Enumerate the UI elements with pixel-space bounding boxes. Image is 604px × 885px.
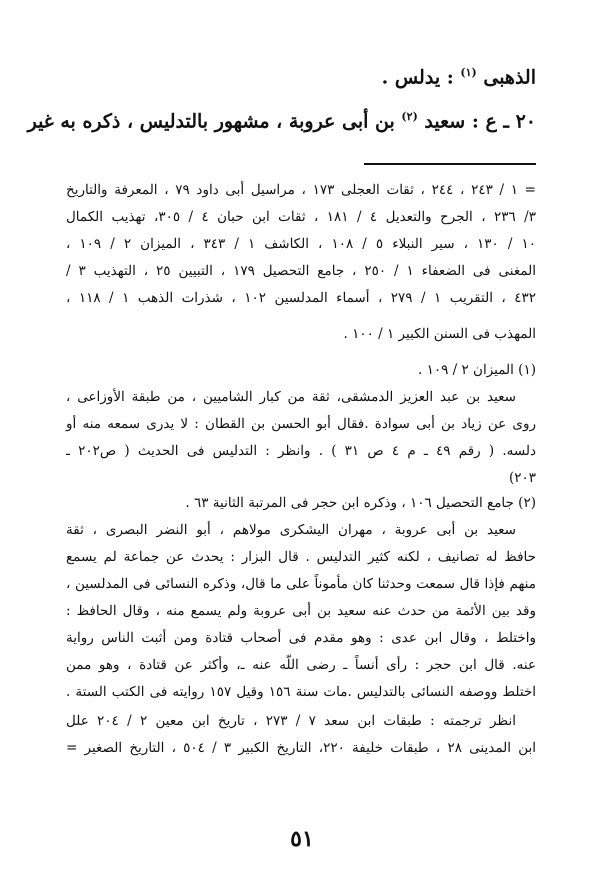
- footnote-1-line: ٢٠٣): [508, 470, 536, 486]
- footnote-ref-2: (٢): [401, 110, 418, 123]
- footnote-continuation-line: المهذب فى السنن الكبير ١ / ١٠٠ .: [343, 326, 536, 342]
- footnote-2-heading: (٢) جامع التحصيل ١٠٦ ، وذكره ابن حجر فى المرتبة الثانية ٦٣ .: [185, 495, 536, 511]
- main-line-2-start: ٢٠ ـ ع : سعيد: [424, 110, 536, 133]
- footnote-2-line: اختلط ووصفه النسائى بالتدليس .مات سنة ١٥٦ وقيل ١٥٧ روايته فى الكتب الستة .: [66, 684, 537, 700]
- main-line-1-start: الذهبى: [483, 66, 536, 89]
- footnote-continuation-line: المغنى فى الضعفاء ١ / ٢٥٠ ، جامع التحصيل ١٧٩ ، التبيين ٢٥ ، التهذيب ٣ /: [66, 263, 537, 279]
- main-line-1-end: : يدلس .: [381, 66, 454, 89]
- footnote-1-line: سعيد بن عبد العزيز الدمشقى، ثقة من كبار الشاميين ، من طبقة الأوزاعى ،: [66, 389, 516, 405]
- footnote-2-line: انظر ترجمته : طبقات ابن سعد ٧ / ٢٧٣ ، تاريخ ابن معين ٢ / ٢٠٤ علل: [66, 713, 516, 729]
- footnote-2-line: واختلط ، وقال ابن عدى : وهو مقدم فى أصحاب قتادة ومن أثبت الناس رواية: [66, 630, 536, 646]
- page-number: ٥١: [290, 826, 314, 852]
- footnote-2-line: ابن المدينى ٢٨ ، طبقات خليفة ٢٢٠، التاريخ الكبير ٣ / ٥٠٤ ، التاريخ الصغير =: [66, 740, 536, 756]
- footnote-1-heading: (١) الميزان ٢ / ١٠٩ .: [417, 362, 536, 378]
- footnote-ref-1: (١): [460, 66, 477, 79]
- footnote-1-line: دلسه. ( رقم ٤٩ ـ م ٤ ص ٣١ ) . وانظر : التدليس فى الحديث ( ص٢٠٢ ـ: [66, 443, 537, 459]
- footnote-2-line: وقد بين الأئمة من حدث عنه سعيد بن أبى عروبة ولم يسمع منه ، وقال الحافظ :: [66, 603, 536, 619]
- footnote-continuation-line: ١٠ / ١٣٠ ، سير النبلاء ٥ / ١٠٨ ، الكاشف ١ / ٣٤٣ ، الميزان ٢ / ١٠٩ ،: [66, 236, 536, 252]
- footnote-2-line: سعيد بن أبى عروبة ، مهران اليشكرى مولاهم ، أبو النضر البصرى ، ثقة: [66, 522, 516, 538]
- main-line-2-end: بن أبى عروبة ، مشهور بالتدليس ، ذكره به غير: [27, 110, 395, 133]
- footnote-continuation-line: ٤٣٢ ، التقريب ١ / ٢٧٩ ، أسماء المدلسين ١٠٢ ، شذرات الذهب ١ / ١١٨ ،: [66, 290, 536, 306]
- footnote-2-line: عنه. قال ابن حجر : رأى أنساً ـ رضى اللّه عنه ـ، وأكثر عن قتادة ، وهو ممن: [66, 657, 536, 673]
- main-text-line-1: [66, 66, 536, 88]
- footnote-divider: [364, 163, 536, 165]
- main-text-line-2: [27, 110, 536, 133]
- footnote-continuation-line: = ١ / ٢٤٣ ، ٢٤٤ ، ثقات العجلى ١٧٣ ، مراسيل أبى داود ٧٩ ، المعرفة والتاريخ: [66, 182, 536, 198]
- footnote-2-line: حافظ له تصانيف ، لكنه كثير التدليس . قال البزار : يحدث عن جماعة لم يسمع: [66, 549, 536, 565]
- footnote-1-line: روى عن زياد بن أبى سوادة .فقال أبو الحسن بن القطان : لا يدرى سمعه منه أو: [66, 416, 536, 432]
- footnote-2-line: منهم فإذا قال سمعت وحدثنا كان مأموناً على ما قال، وذكره النسائى فى المدلسين ،: [66, 576, 536, 592]
- footnote-continuation-line: ٣/ ٢٣٦ ، الجرح والتعديل ٤ / ١٨١ ، ثقات ابن حبان ٤ / ٣٠٥، تهذيب الكمال: [66, 209, 536, 225]
